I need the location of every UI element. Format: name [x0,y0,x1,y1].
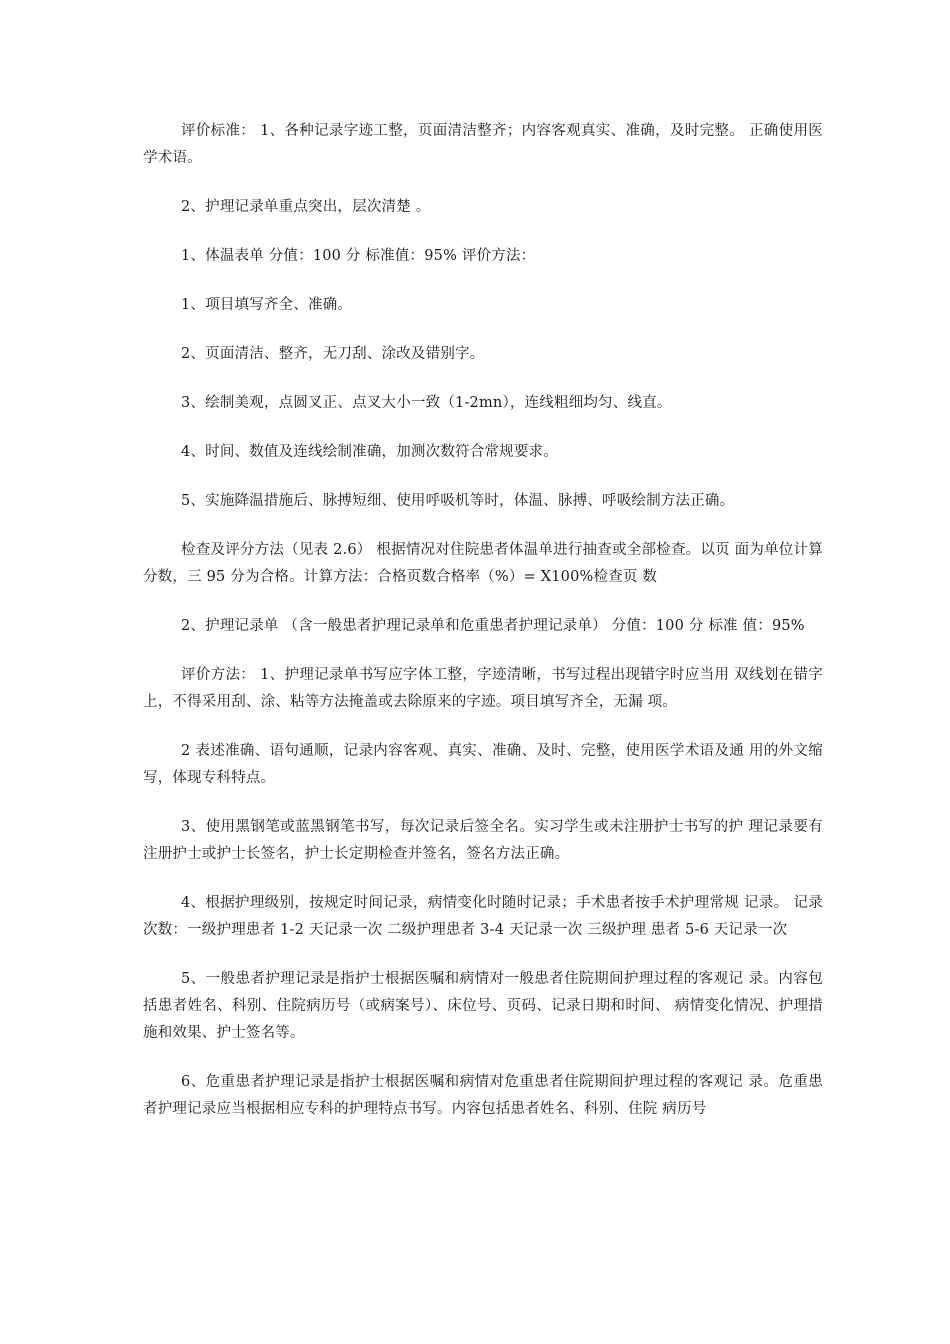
paragraph-critical-patient-record: 6、危重患者护理记录是指护士根据医嘱和病情对危重患者住院期间护理过程的客观记 录。危重患者护理记录应当根据相应专科的护理特点书写。内容包括患者姓名、科别、住院 病历号 [143,1074,823,1117]
paragraph-nursing-record-heading: 2、护理记录单 （含一般患者护理记录单和危重患者护理记录单） 分值：100 分 标准 值：95% [181,618,805,634]
paragraph-accurate-expression: 2 表述准确、语句通顺，记录内容客观、真实、准确、及时、完整，使用医学术语及通 用的外文缩写，体现专科特点。 [143,743,823,786]
paragraph-evaluation-method: 评价方法： 1、护理记录单书写应字体工整，字迹清晰，书写过程出现错字时应当用 双线划在错字上，不得采用刮、涂、粘等方法掩盖或去除原来的字迹。项目填写齐全，无漏 项。 [143,667,823,710]
paragraph-temperature-sheet-heading: 1、体温表单 分值：100 分 标准值：95% 评价方法： [181,248,536,264]
paragraph-record-focus: 2、护理记录单重点突出，层次清楚 。 [181,199,431,215]
paragraph-inspection-method: 检查及评分方法（见表 2.6） 根据情况对住院患者体温单进行抽查或全部检查。以页 面为单位计算分数，三 95 分为合格。计算方法：合格页数合格率（%）= X100%检查页 数 [143,542,823,585]
document-page [143,118,823,1145]
paragraph-evaluation-standard: 评价标准： 1、各种记录字迹工整，页面清洁整齐；内容客观真实、准确，及时完整。 正确使用医学术语。 [143,123,823,166]
paragraph-time-values: 4、时间、数值及连线绘制准确，加测次数符合常规要求。 [181,444,558,460]
paragraph-cooling-measures: 5、实施降温措施后、脉搏短细、使用呼吸机等时，体温、脉搏、呼吸绘制方法正确。 [181,493,735,509]
paragraph-pen-signature: 3、使用黑钢笔或蓝黑钢笔书写，每次记录后签全名。实习学生或未注册护士书写的护 理记录要有注册护士或护士长签名，护士长定期检查并签名，签名方法正确。 [143,819,823,862]
paragraph-general-patient-record: 5、一般患者护理记录是指护士根据医嘱和病情对一般患者住院期间护理过程的客观记 录。内容包括患者姓名、科别、住院病历号（或病案号）、床位号、页码、记录日期和时间、 病情变化情况、护理措施和效果、护士签名等。 [143,971,823,1041]
paragraph-drawing: 3、绘制美观，点圆叉正、点叉大小一致（1-2mn），连线粗细均匀、线直。 [181,395,672,411]
paragraph-item-complete: 1、项目填写齐全、准确。 [181,297,353,313]
paragraph-nursing-level: 4、根据护理级别，按规定时间记录，病情变化时随时记录；手术患者按手术护理常规 记录。 记录次数：一级护理患者 1-2 天记录一次 二级护理患者 3-4 天记录一次 三级护理 患者 5-6 天记录一次 [143,895,823,938]
paragraph-page-clean: 2、页面清洁、整齐，无刀刮、涂改及错别字。 [181,346,485,362]
